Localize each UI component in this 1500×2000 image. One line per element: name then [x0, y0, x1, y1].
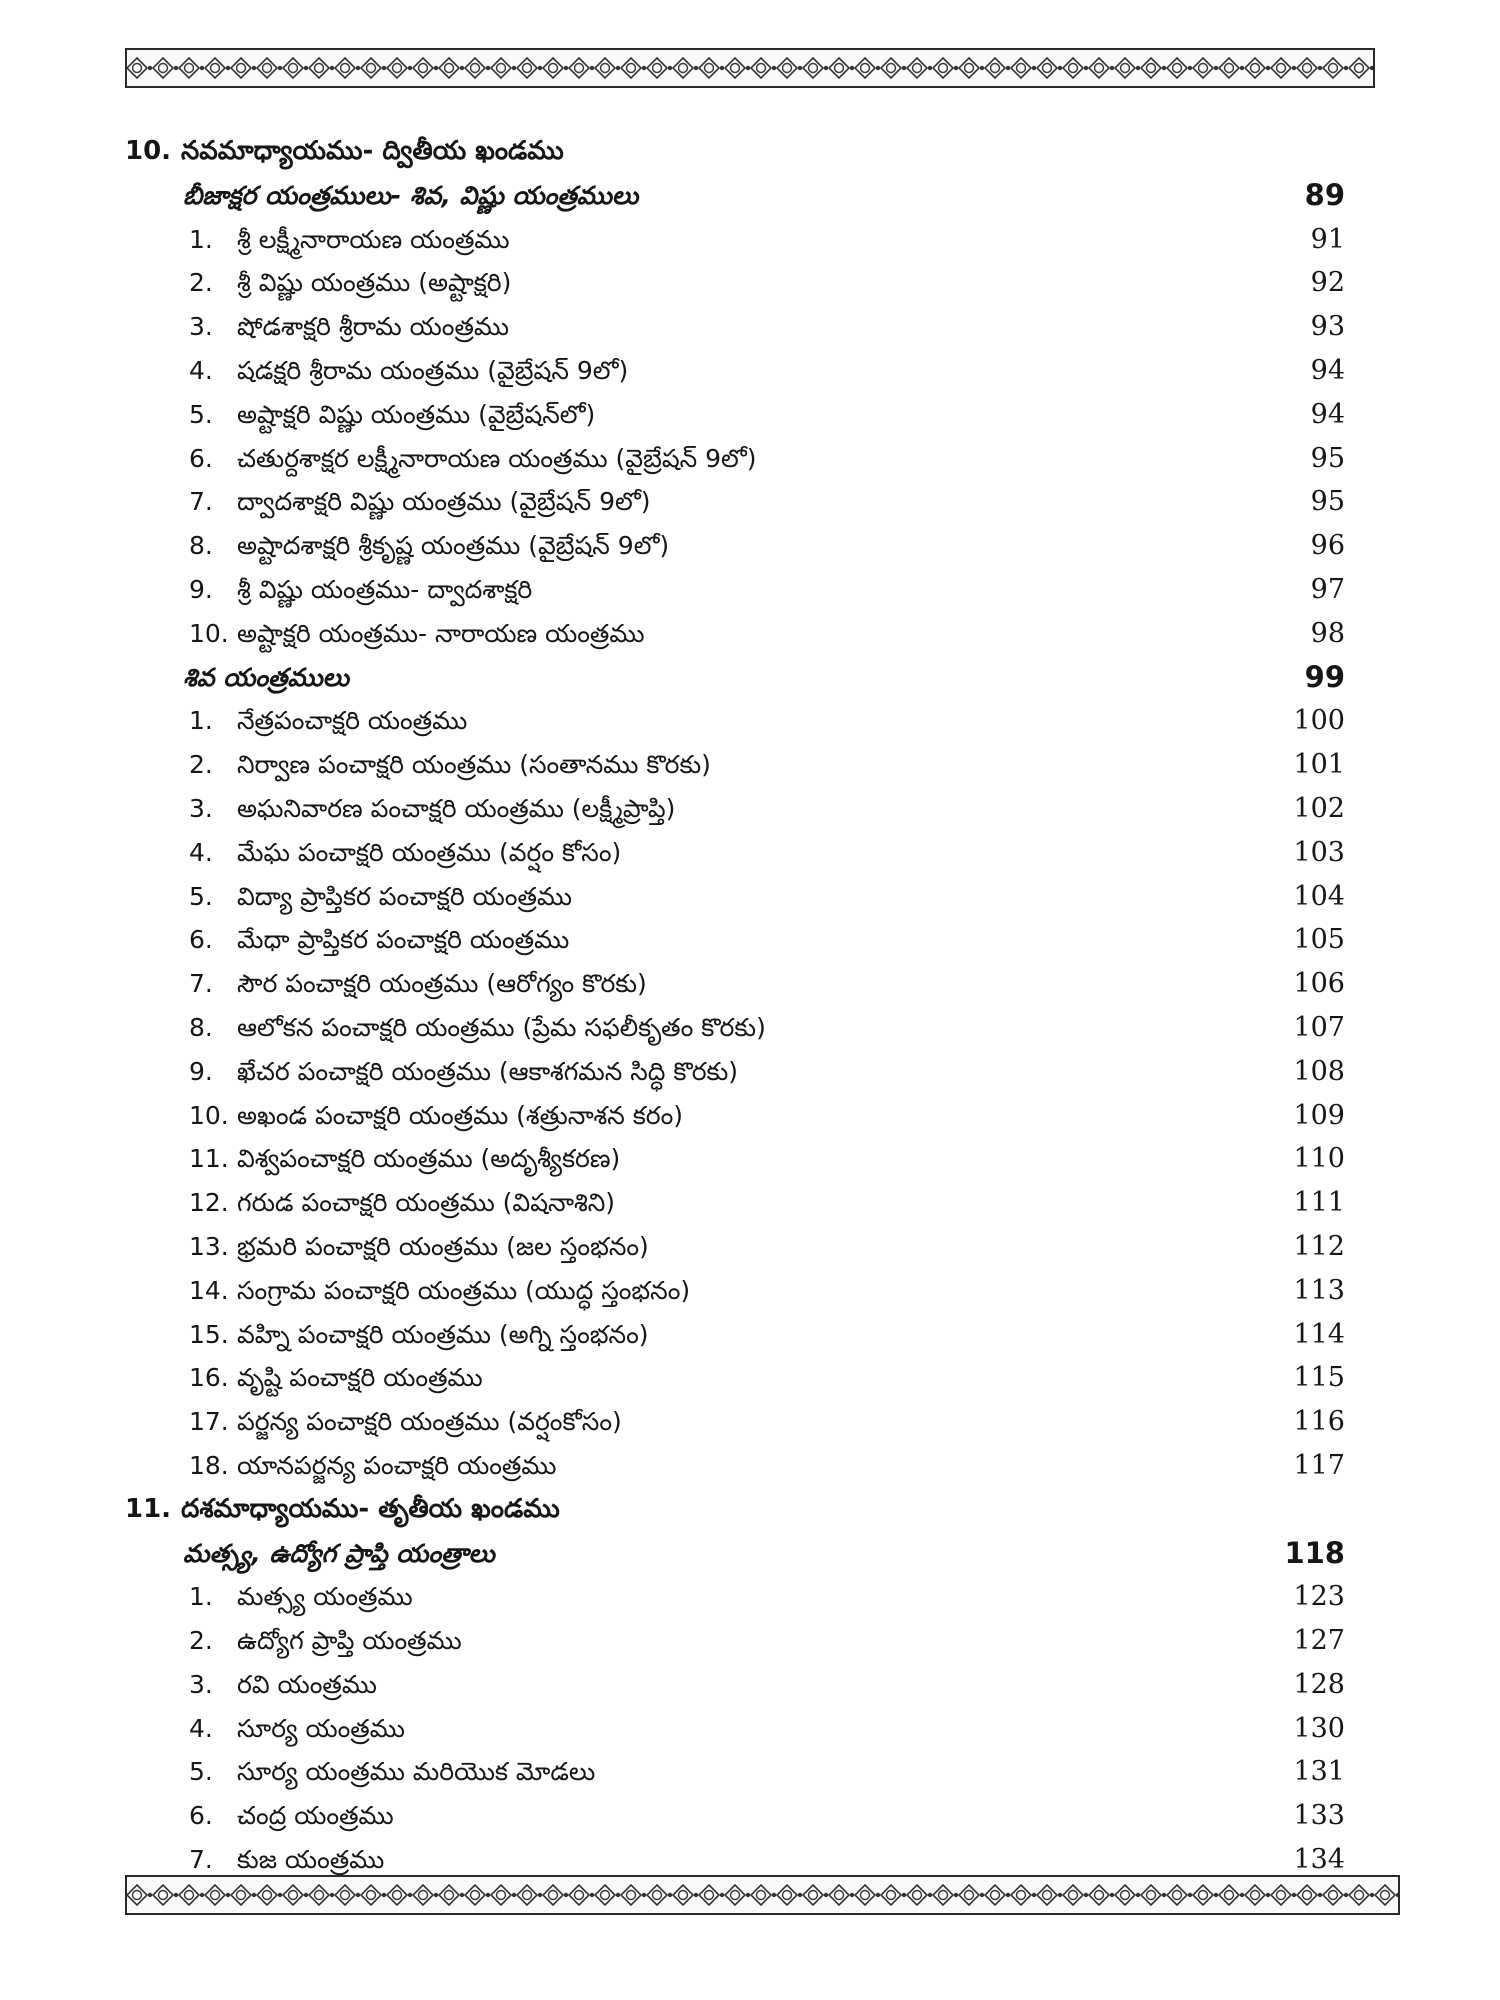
- ornament-motif: [1193, 1885, 1218, 1905]
- ornament-motif: [621, 1885, 646, 1905]
- ornament-motif: [751, 58, 776, 78]
- toc-entry-number: 2.: [189, 1626, 213, 1656]
- ornament-motif: [595, 1885, 620, 1905]
- toc-entry-title: ఆలోకన పంచాక్షరి యంత్రము (ప్రేమ సఫలీకృతం కొరకు): [237, 1012, 766, 1042]
- toc-item: [125, 1225, 1345, 1269]
- border-pattern: [127, 1877, 1400, 1913]
- toc-item: [125, 787, 1345, 831]
- ornament-motif: [1089, 58, 1114, 78]
- ornament-motif: [309, 1885, 334, 1905]
- ornament-motif: [881, 58, 906, 78]
- ornament-motif: [413, 1885, 438, 1905]
- toc-entry-number: 1.: [189, 224, 213, 254]
- ornament-motif: [257, 1885, 282, 1905]
- toc-entry-title: మత్స్య యంత్రము: [237, 1582, 413, 1612]
- toc-entry-title: శివ యంత్రములు: [183, 662, 349, 692]
- toc-page-number: 104: [1293, 880, 1345, 912]
- toc-entry-number: 3.: [189, 312, 213, 342]
- ornament-motif: [1375, 1885, 1400, 1905]
- ornament-motif: [543, 1885, 568, 1905]
- toc-entry-number: 4.: [189, 1713, 213, 1743]
- toc-item: [125, 1050, 1345, 1094]
- toc-entry-title: షడక్షరి శ్రీరామ యంత్రము (వైబ్రేషన్ 9లో): [237, 355, 629, 385]
- ornament-motif: [569, 1885, 594, 1905]
- ornament-motif: [1063, 1885, 1088, 1905]
- toc-page-number: 108: [1293, 1055, 1345, 1087]
- ornament-motif: [777, 58, 802, 78]
- toc-entry-title: వృష్టి పంచాక్షరి యంత్రము: [237, 1363, 483, 1393]
- top-decorative-border: [125, 48, 1375, 88]
- ornament-motif: [1167, 58, 1192, 78]
- ornament-motif: [907, 58, 932, 78]
- ornament-motif: [1011, 1885, 1036, 1905]
- ornament-motif: [1245, 58, 1270, 78]
- toc-entry-title: అష్టాక్షరి విష్ణు యంత్రము (వైబ్రేషన్‌లో): [237, 399, 596, 429]
- toc-entry-title: ద్వాదశాక్షరి విష్ణు యంత్రము (వైబ్రేషన్ 9లో): [237, 487, 651, 517]
- toc-page-number: 107: [1293, 1011, 1345, 1043]
- toc-entry-title: దశమాధ్యాయము- తృతీయ ఖండము: [181, 1493, 560, 1524]
- toc-entry-number: 2.: [189, 268, 213, 298]
- ornament-motif: [413, 58, 438, 78]
- toc-entry-number: 1.: [189, 706, 213, 736]
- toc-entry-title: రవి యంత్రము: [237, 1669, 377, 1699]
- ornament-motif: [1323, 1885, 1348, 1905]
- ornament-motif: [699, 1885, 724, 1905]
- toc-chapter: [125, 1488, 1345, 1532]
- toc-item: [125, 699, 1345, 743]
- toc-page-number: 111: [1293, 1187, 1345, 1219]
- toc-item: [125, 1094, 1345, 1138]
- ornament-motif: [751, 1885, 776, 1905]
- toc-page-number: 95: [1310, 442, 1345, 474]
- ornament-motif: [153, 1885, 178, 1905]
- toc-item: [125, 612, 1345, 656]
- toc-page-number: 127: [1293, 1625, 1345, 1657]
- toc-page-number: 110: [1293, 1143, 1345, 1175]
- toc-entry-number: 14.: [189, 1275, 229, 1305]
- toc-page-number: 92: [1310, 267, 1345, 299]
- toc-page-number: 106: [1293, 968, 1345, 1000]
- toc-item: [125, 1313, 1345, 1357]
- toc-entry-number: 5.: [189, 881, 213, 911]
- toc-chapter: [125, 130, 1345, 174]
- toc-entry-number: 7.: [189, 487, 213, 517]
- toc-entry-title: నిర్వాణ పంచాక్షరి యంత్రము (సంతానము కొరకు): [237, 750, 711, 780]
- toc-page-number: 89: [1304, 177, 1345, 212]
- table-of-contents: [125, 130, 1345, 1882]
- toc-page-number: 94: [1310, 398, 1345, 430]
- toc-page-number: 131: [1293, 1756, 1345, 1788]
- toc-entry-title: ఖేచర పంచాక్షరి యంత్రము (ఆకాశగమన సిద్ధి కొరకు): [237, 1056, 738, 1086]
- ornament-motif: [855, 1885, 880, 1905]
- toc-item: [125, 480, 1345, 524]
- toc-item: [125, 261, 1345, 305]
- ornament-motif: [777, 1885, 802, 1905]
- toc-entry-title: సౌర పంచాక్షరి యంత్రము (ఆరోగ్యం కొరకు): [237, 969, 647, 999]
- toc-item: [125, 1619, 1345, 1663]
- ornament-motif: [621, 58, 646, 78]
- toc-entry-number: 9.: [189, 574, 213, 604]
- ornament-motif: [725, 1885, 750, 1905]
- toc-section: [125, 174, 1345, 218]
- toc-entry-number: 8.: [189, 1012, 213, 1042]
- toc-entry-number: 10.: [189, 1100, 229, 1130]
- toc-entry-title: అష్టాదశాక్షరి శ్రీకృష్ణ యంత్రము (వైబ్రేషన్ 9లో): [237, 531, 670, 561]
- toc-page-number: 98: [1310, 617, 1345, 649]
- toc-page-number: 113: [1293, 1274, 1345, 1306]
- toc-page-number: 96: [1310, 530, 1345, 562]
- toc-entry-number: 3.: [189, 793, 213, 823]
- toc-page-number: 130: [1293, 1712, 1345, 1744]
- ornament-motif: [855, 58, 880, 78]
- toc-entry-title: చతుర్దశాక్షర లక్ష్మీనారాయణ యంత్రము (వైబ్రేషన్ 9లో): [237, 443, 757, 473]
- ornament-motif: [881, 1885, 906, 1905]
- toc-page-number: 115: [1293, 1362, 1345, 1394]
- ornament-motif: [179, 58, 204, 78]
- toc-entry-title: అఖండ పంచాక్షరి యంత్రము (శత్రునాశన కరం): [237, 1100, 684, 1130]
- ornament-motif: [1349, 58, 1374, 78]
- toc-page-number: 114: [1293, 1318, 1345, 1350]
- toc-item: [125, 218, 1345, 262]
- toc-entry-title: విశ్వపంచాక్షరి యంత్రము (అదృశ్యీకరణ): [237, 1144, 621, 1174]
- ornament-motif: [803, 1885, 828, 1905]
- toc-page-number: 91: [1310, 223, 1345, 255]
- ornament-motif: [335, 1885, 360, 1905]
- toc-item: [125, 1575, 1345, 1619]
- toc-entry-title: చంద్ర యంత్రము: [237, 1801, 394, 1831]
- toc-entry-number: 1.: [189, 1582, 213, 1612]
- toc-entry-number: 4.: [189, 837, 213, 867]
- toc-entry-title: విద్యా ప్రాప్తికర పంచాక్షరి యంత్రము: [237, 881, 572, 911]
- toc-page-number: 97: [1310, 573, 1345, 605]
- toc-page-number: 103: [1293, 836, 1345, 868]
- toc-item: [125, 1269, 1345, 1313]
- toc-page-number: 95: [1310, 486, 1345, 518]
- toc-entry-number: 16.: [189, 1363, 229, 1393]
- toc-entry-number: 3.: [189, 1669, 213, 1699]
- ornament-motif: [647, 58, 672, 78]
- toc-entry-number: 18.: [189, 1450, 229, 1480]
- toc-page-number: 118: [1284, 1535, 1345, 1570]
- ornament-motif: [699, 58, 724, 78]
- ornament-motif: [205, 1885, 230, 1905]
- ornament-motif: [231, 58, 256, 78]
- ornament-motif: [595, 58, 620, 78]
- toc-entry-number: 13.: [189, 1231, 229, 1261]
- toc-item: [125, 1356, 1345, 1400]
- ornament-motif: [491, 58, 516, 78]
- toc-item: [125, 305, 1345, 349]
- toc-entry-title: శ్రీ లక్ష్మీనారాయణ యంత్రము: [237, 224, 510, 254]
- toc-entry-title: షోడశాక్షరి శ్రీరామ యంత్రము: [237, 312, 509, 342]
- ornament-motif: [959, 58, 984, 78]
- toc-item: [125, 831, 1345, 875]
- ornament-motif: [1141, 58, 1166, 78]
- toc-entry-title: బీజాక్షర యంత్రములు- శివ, విష్ణు యంత్రములు: [183, 180, 639, 210]
- ornament-motif: [907, 1885, 932, 1905]
- ornament-motif: [725, 58, 750, 78]
- toc-page-number: 100: [1293, 705, 1345, 737]
- ornament-motif: [205, 58, 230, 78]
- ornament-motif: [829, 1885, 854, 1905]
- toc-entry-title: సూర్య యంత్రము: [237, 1713, 405, 1743]
- toc-entry-number: 11.: [125, 1493, 172, 1524]
- ornament-motif: [1297, 58, 1322, 78]
- ornament-motif: [361, 58, 386, 78]
- toc-entry-title: గరుడ పంచాక్షరి యంత్రము (విషనాశిని): [237, 1188, 616, 1218]
- toc-section: [125, 1532, 1345, 1576]
- ornament-motif: [491, 1885, 516, 1905]
- ornament-motif: [517, 58, 542, 78]
- toc-entry-title: పర్జన్య పంచాక్షరి యంత్రము (వర్షంకోసం): [237, 1407, 622, 1437]
- ornament-motif: [1037, 58, 1062, 78]
- toc-item: [125, 743, 1345, 787]
- ornament-motif: [1037, 1885, 1062, 1905]
- toc-entry-title: భ్రమరి పంచాక్షరి యంత్రము (జల స్తంభనం): [237, 1231, 649, 1261]
- ornament-motif: [569, 58, 594, 78]
- ornament-motif: [647, 1885, 672, 1905]
- toc-entry-number: 5.: [189, 1757, 213, 1787]
- toc-page-number: 128: [1293, 1668, 1345, 1700]
- toc-page-number: 112: [1293, 1230, 1345, 1262]
- toc-item: [125, 349, 1345, 393]
- toc-entry-title: మేధా ప్రాప్తికర పంచాక్షరి యంత్రము: [237, 925, 570, 955]
- toc-page-number: 109: [1293, 1099, 1345, 1131]
- ornament-motif: [1193, 58, 1218, 78]
- ornament-motif: [959, 1885, 984, 1905]
- ornament-motif: [1167, 1885, 1192, 1905]
- toc-item: [125, 1400, 1345, 1444]
- toc-page-number: 93: [1310, 311, 1345, 343]
- toc-entry-number: 2.: [189, 750, 213, 780]
- toc-entry-number: 5.: [189, 399, 213, 429]
- toc-entry-number: 11.: [189, 1144, 229, 1174]
- ornament-motif: [465, 1885, 490, 1905]
- ornament-motif: [985, 1885, 1010, 1905]
- ornament-motif: [153, 58, 178, 78]
- toc-entry-number: 10.: [125, 136, 172, 166]
- toc-entry-title: ఉద్యోగ ప్రాప్తి యంత్రము: [237, 1626, 462, 1656]
- ornament-motif: [283, 1885, 308, 1905]
- toc-entry-number: 10.: [189, 618, 229, 648]
- ornament-motif: [1271, 1885, 1296, 1905]
- border-pattern: [127, 50, 1375, 86]
- toc-entry-number: 6.: [189, 1801, 213, 1831]
- ornament-motif: [673, 1885, 698, 1905]
- toc-page-number: 94: [1310, 354, 1345, 386]
- ornament-motif: [257, 58, 282, 78]
- toc-item: [125, 1006, 1345, 1050]
- toc-page-number: 123: [1293, 1581, 1345, 1613]
- toc-item: [125, 1181, 1345, 1225]
- ornament-motif: [1115, 58, 1140, 78]
- toc-entry-title: నవమాధ్యాయము- ద్వితీయ ఖండము: [181, 136, 564, 166]
- toc-entry-number: 9.: [189, 1056, 213, 1086]
- toc-entry-title: వహ్ని పంచాక్షరి యంత్రము (అగ్ని స్తంభనం): [237, 1319, 649, 1349]
- toc-item: [125, 1137, 1345, 1181]
- toc-item: [125, 918, 1345, 962]
- toc-entry-title: శ్రీ విష్ణు యంత్రము (అష్టాక్షరి): [237, 268, 512, 298]
- ornament-motif: [361, 1885, 386, 1905]
- ornament-motif: [1245, 1885, 1270, 1905]
- toc-entry-number: 7.: [189, 969, 213, 999]
- ornament-motif: [985, 58, 1010, 78]
- ornament-motif: [933, 58, 958, 78]
- toc-page-number: 105: [1293, 924, 1345, 956]
- toc-entry-number: 17.: [189, 1407, 229, 1437]
- ornament-motif: [439, 1885, 464, 1905]
- toc-item: [125, 1663, 1345, 1707]
- toc-page-number: 117: [1293, 1449, 1345, 1481]
- ornament-motif: [1089, 1885, 1114, 1905]
- toc-page-number: 116: [1293, 1406, 1345, 1438]
- toc-entry-title: శ్రీ విష్ణు యంత్రము- ద్వాదశాక్షరి: [237, 574, 533, 604]
- toc-page-number: 133: [1293, 1800, 1345, 1832]
- ornament-motif: [803, 58, 828, 78]
- ornament-motif: [1011, 58, 1036, 78]
- toc-item: [125, 568, 1345, 612]
- toc-item: [125, 524, 1345, 568]
- toc-entry-title: సూర్య యంత్రము మరియొక మోడలు: [237, 1757, 596, 1787]
- ornament-motif: [1115, 1885, 1140, 1905]
- ornament-motif: [465, 58, 490, 78]
- toc-page-number: 101: [1293, 749, 1345, 781]
- toc-item: [125, 1750, 1345, 1794]
- ornament-motif: [1063, 58, 1088, 78]
- toc-entry-title: మత్స్య, ఉద్యోగ ప్రాప్తి యంత్రాలు: [183, 1538, 495, 1568]
- toc-entry-title: యానపర్జన్య పంచాక్షరి యంత్రము: [237, 1450, 557, 1480]
- toc-entry-number: 6.: [189, 925, 213, 955]
- ornament-motif: [335, 58, 360, 78]
- ornament-motif: [673, 58, 698, 78]
- bottom-decorative-border: [125, 1875, 1400, 1915]
- toc-entry-number: 8.: [189, 531, 213, 561]
- ornament-motif: [439, 58, 464, 78]
- toc-item: [125, 393, 1345, 437]
- ornament-motif: [309, 58, 334, 78]
- ornament-motif: [127, 1885, 152, 1905]
- toc-item: [125, 1444, 1345, 1488]
- ornament-motif: [283, 58, 308, 78]
- toc-entry-number: 15.: [189, 1319, 229, 1349]
- toc-item: [125, 1707, 1345, 1751]
- ornament-motif: [829, 58, 854, 78]
- ornament-motif: [1297, 1885, 1322, 1905]
- ornament-motif: [933, 1885, 958, 1905]
- ornament-motif: [231, 1885, 256, 1905]
- toc-entry-title: సంగ్రామ పంచాక్షరి యంత్రము (యుద్ధ స్తంభనం): [237, 1275, 691, 1305]
- toc-entry-title: అష్టాక్షరి యంత్రము- నారాయణ యంత్రము: [237, 618, 645, 648]
- toc-entry-title: కుజ యంత్రము: [237, 1845, 385, 1875]
- ornament-motif: [1323, 58, 1348, 78]
- toc-entry-number: 7.: [189, 1845, 213, 1875]
- ornament-motif: [1349, 1885, 1374, 1905]
- toc-entry-number: 6.: [189, 443, 213, 473]
- toc-page-number: 134: [1293, 1844, 1345, 1876]
- ornament-motif: [387, 58, 412, 78]
- ornament-motif: [1271, 58, 1296, 78]
- ornament-motif: [1219, 58, 1244, 78]
- toc-entry-title: అఘనివారణ పంచాక్షరి యంత్రము (లక్ష్మీప్రాప్తి): [237, 793, 676, 823]
- toc-page-number: 99: [1304, 659, 1345, 694]
- toc-entry-title: నేత్రపంచాక్షరి యంత్రము: [237, 706, 468, 736]
- toc-entry-number: 12.: [189, 1188, 229, 1218]
- ornament-motif: [543, 58, 568, 78]
- toc-item: [125, 962, 1345, 1006]
- ornament-motif: [1141, 1885, 1166, 1905]
- toc-entry-title: మేఘ పంచాక్షరి యంత్రము (వర్షం కోసం): [237, 837, 622, 867]
- toc-entry-number: 4.: [189, 355, 213, 385]
- toc-item: [125, 1794, 1345, 1838]
- ornament-motif: [127, 58, 152, 78]
- toc-section: [125, 656, 1345, 700]
- ornament-motif: [387, 1885, 412, 1905]
- ornament-motif: [179, 1885, 204, 1905]
- ornament-motif: [1219, 1885, 1244, 1905]
- toc-item: [125, 437, 1345, 481]
- toc-item: [125, 875, 1345, 919]
- ornament-motif: [517, 1885, 542, 1905]
- toc-page-number: 102: [1293, 792, 1345, 824]
